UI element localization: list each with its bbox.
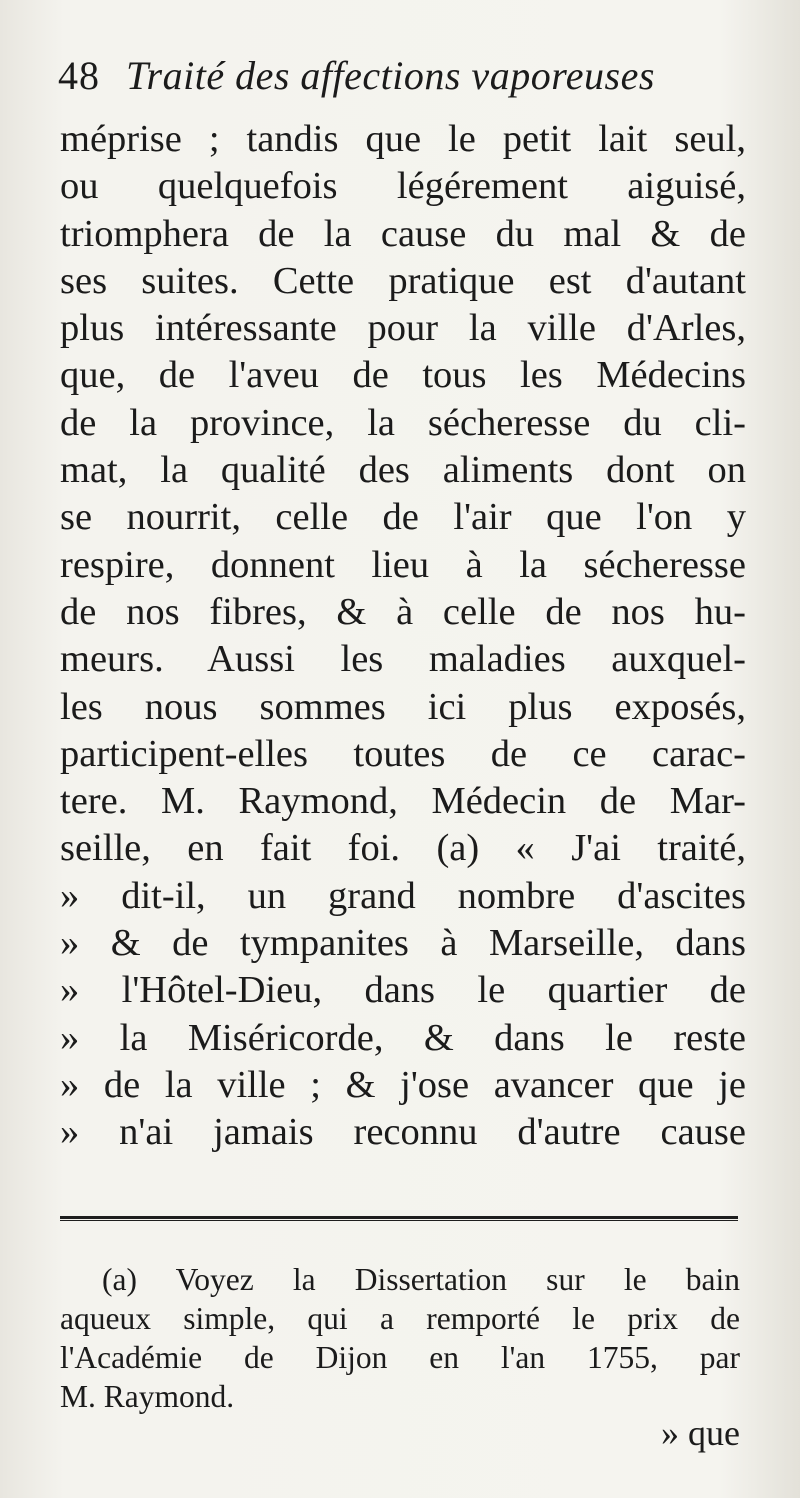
footnote-line: l'Académie de Dijon en l'an 1755, par <box>60 1340 740 1375</box>
text-line: » l'Hôtel-Dieu, dans le quartier de <box>60 969 746 1012</box>
footnote <box>60 1260 740 1416</box>
footnote-divider <box>60 1216 738 1221</box>
text-line: plus intéressante pour la ville d'Arles, <box>60 307 746 350</box>
text-line: les nous sommes ici plus exposés, <box>60 685 746 728</box>
text-line: meurs. Aussi les maladies auxquel- <box>60 638 746 681</box>
text-line: respire, donnent lieu à la sécheresse <box>60 543 746 586</box>
catchword: » que <box>661 1413 740 1453</box>
text-line: méprise ; tandis que le petit lait seul, <box>60 118 746 160</box>
text-line: seille, en fait foi. (a) « J'ai traité, <box>60 827 746 870</box>
text-line: » n'ai jamais reconnu d'autre cause <box>60 1111 746 1154</box>
text-line: participent-elles toutes de ce carac- <box>60 732 746 775</box>
text-line: de la province, la sécheresse du cli- <box>60 401 746 444</box>
text-line: tere. M. Raymond, Médecin de Mar- <box>60 780 746 823</box>
body-text <box>60 116 746 1157</box>
text-line: » & de tympanites à Marseille, dans <box>60 922 746 965</box>
footnote-line: aqueux simple, qui a remporté le prix de <box>60 1301 740 1336</box>
text-line: que, de l'aveu de tous les Médecins <box>60 354 746 397</box>
page-header <box>58 52 748 112</box>
text-line: ses suites. Cette pratique est d'autant <box>60 259 746 302</box>
text-line: » de la ville ; & j'ose avancer que je <box>60 1063 746 1106</box>
text-line: triomphera de la cause du mal & de <box>60 212 746 255</box>
text-line: » la Miséricorde, & dans le reste <box>60 1016 746 1059</box>
text-line: de nos fibres, & à celle de nos hu- <box>60 590 746 633</box>
text-line: ou quelquefois légérement aiguisé, <box>60 165 746 208</box>
page-number: 48 <box>58 53 100 98</box>
text-line: se nourrit, celle de l'air que l'on y <box>60 496 746 539</box>
footnote-line: M. Raymond. <box>60 1379 235 1414</box>
text-line: » dit-il, un grand nombre d'ascites <box>60 874 746 917</box>
running-title: Traité des affections vaporeuses <box>126 53 655 98</box>
text-line: mat, la qualité des aliments dont on <box>60 449 746 492</box>
footnote-line: (a) Voyez la Dissertation sur le bain <box>102 1262 740 1297</box>
